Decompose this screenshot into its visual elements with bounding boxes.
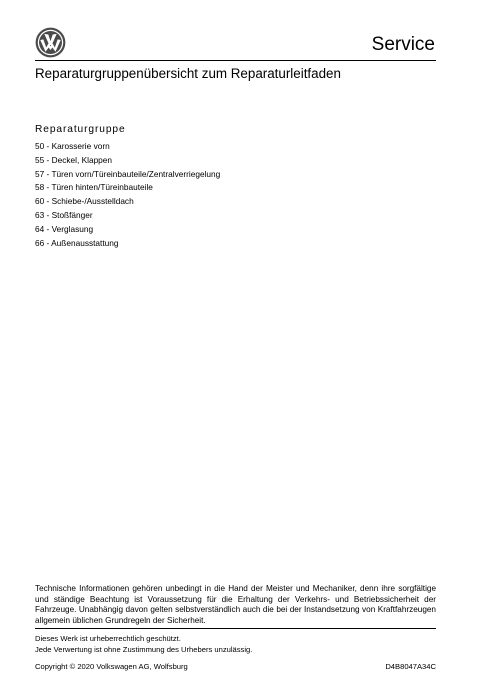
header-divider (35, 60, 436, 61)
usage-notice: Jede Verwertung ist ohne Zustimmung des Urhebers unzulässig. (35, 645, 253, 654)
repair-group-item: 57 - Türen vorn/Türeinbauteile/Zentralverriegelung (35, 168, 221, 179)
copyright-notice: Dieses Werk ist urheberrechtlich geschützt. (35, 634, 181, 643)
repair-group-item: 66 - Außenausstattung (35, 237, 119, 248)
section-heading: Reparaturgruppe (35, 124, 126, 135)
repair-group-item: 64 - Verglasung (35, 223, 94, 234)
copyright-line: Copyright © 2020 Volkswagen AG, Wolfsburg (35, 662, 188, 671)
safety-notice: Technische Informationen gehören unbedingt in die Hand der Meister und Mechaniker, denn ihre sorgfältige und ständige Beachtung ist Voraussetzung für die Erhaltung der Verkehrs- und Betriebssicherheit der Fahrzeuge. Unabhängig davon gelten selbstverständlich auch die bei der Instandsetzung von Kraftfahrzeugen allgemein üblichen Grundregeln der Sicherheit. (35, 584, 436, 625)
repair-group-item: 58 - Türen hinten/Türeinbauteile (35, 182, 153, 193)
service-label: Service (371, 34, 435, 55)
repair-group-item: 60 - Schiebe-/Ausstelldach (35, 196, 134, 207)
repair-group-item: 50 - Karosserie vorn (35, 141, 110, 151)
footer-divider (35, 628, 436, 629)
vw-logo-icon (35, 27, 66, 58)
repair-group-list (35, 140, 220, 250)
repair-group-item: 55 - Deckel, Klappen (35, 154, 113, 165)
document-id: D4B8047A34C (385, 662, 436, 671)
document-title: Reparaturgruppenübersicht zum Reparaturleitfaden (35, 66, 341, 81)
repair-group-item: 63 - Stoßfänger (35, 209, 93, 220)
